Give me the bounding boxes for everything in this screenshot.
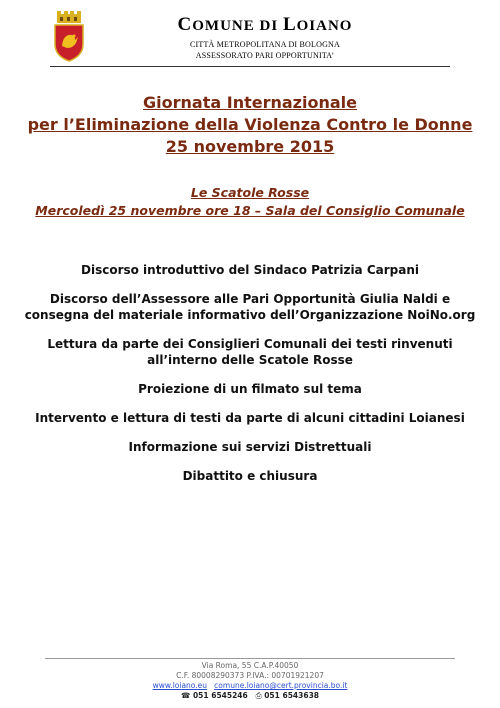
program-item (20, 410, 480, 426)
fax-number: 051 6543638 (264, 691, 320, 700)
program-item-line: all’interno delle Scatole Rosse (147, 353, 353, 367)
email-link[interactable]: comune.loiano@cert.provincia.bo.it (214, 681, 348, 690)
phone-number: 051 6545246 (192, 691, 248, 700)
program-item (20, 381, 480, 397)
footer-web-email (0, 681, 500, 691)
footer-divider (45, 658, 455, 659)
event-when-where: Mercoledì 25 novembre ore 18 – Sala del Consiglio Comunale (35, 203, 465, 218)
fax-icon: ⎙ (255, 691, 262, 700)
document-title (20, 92, 480, 158)
municipality-name (100, 14, 430, 36)
name-part-1: OMUNE DI (192, 18, 283, 34)
department-line: ASSESSORATO PARI OPPORTUNITA’ (195, 51, 335, 60)
program-item (20, 336, 480, 368)
program-item-line: Lettura da parte dei Consiglieri Comunali dei testi rinvenuti (47, 337, 453, 351)
program-item (20, 291, 480, 323)
program-item-line: Proiezione di un filmato sul tema (138, 382, 362, 396)
program-item-line: Informazione sui servizi Distrettuali (128, 440, 372, 454)
event-info (20, 184, 480, 220)
footer-address: Via Roma, 55 C.A.P.40050 (201, 661, 299, 670)
header-divider (50, 66, 450, 67)
metropolitan-city-line: CITTÀ METROPOLITANA DI BOLOGNA (189, 40, 340, 49)
program-item-line: Discorso dell’Assessore alle Pari Opportunità Giulia Naldi e (49, 292, 451, 306)
coat-of-arms-logo (52, 10, 86, 62)
footer-phones (0, 691, 500, 701)
website-link[interactable]: www.loiano.eu (152, 681, 208, 690)
program-item-line: Discorso introduttivo del Sindaco Patrizia Carpani (81, 263, 419, 277)
program-item-line: consegna del materiale informativo dell’Organizzazione NoiNo.org (24, 308, 476, 322)
program-item-line: Intervento e lettura di testi da parte di alcuni cittadini Loianesi (35, 411, 465, 425)
program-list (20, 262, 480, 497)
title-date: 25 novembre 2015 (165, 137, 335, 156)
program-item (20, 262, 480, 278)
phone-icon: ☎ (180, 691, 191, 700)
program-item (20, 468, 480, 484)
name-initial-1: C (177, 14, 193, 35)
footer-fiscal-codes: C.F. 80008290373 P.IVA.: 00701921207 (176, 671, 324, 680)
name-part-2: OIANO (296, 18, 353, 34)
title-line-2: per l’Eliminazione della Violenza Contro le Donne (27, 115, 473, 134)
name-initial-2: L (282, 14, 297, 35)
title-line-1: Giornata Internazionale (143, 93, 357, 112)
event-name: Le Scatole Rosse (190, 185, 310, 200)
letterhead (100, 14, 430, 60)
footer (0, 661, 500, 701)
program-item (20, 439, 480, 455)
program-item-line: Dibattito e chiusura (182, 469, 318, 483)
